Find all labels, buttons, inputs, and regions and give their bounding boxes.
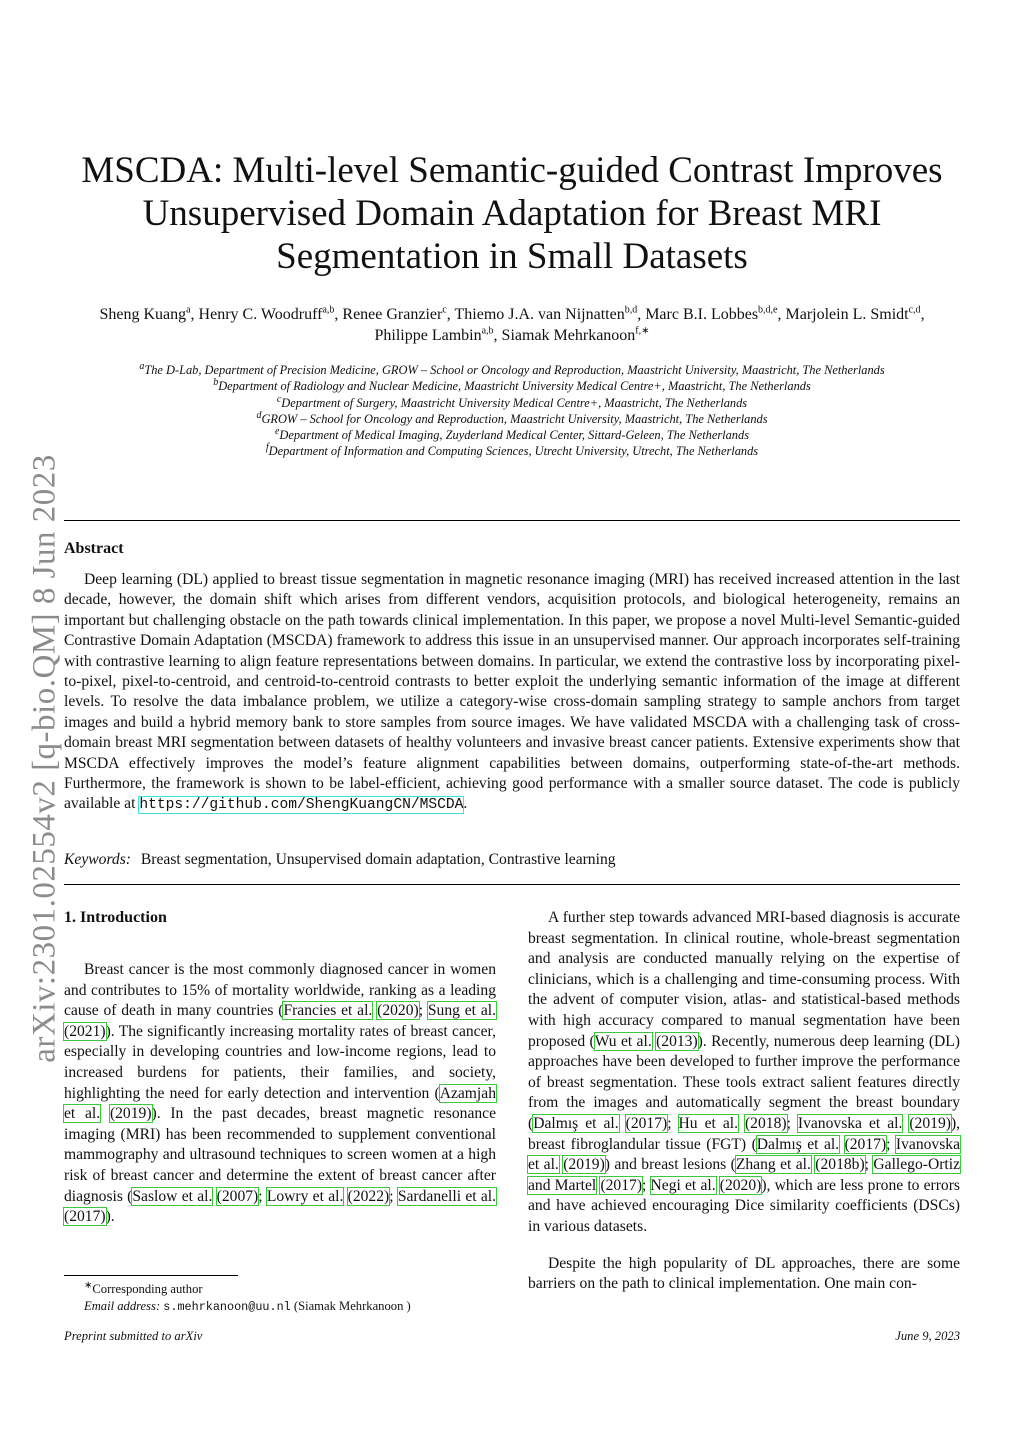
footer-venue: Preprint submitted to arXiv bbox=[64, 1329, 203, 1343]
affiliation-text: Department of Information and Computing Sciences, Utrecht University, Utrecht, The Netherlands bbox=[268, 444, 759, 459]
author-name: Sheng Kuang bbox=[99, 306, 187, 323]
citation-link[interactable]: Sardanelli et al. bbox=[397, 1187, 496, 1205]
keywords-label: Keywords: bbox=[64, 851, 131, 868]
affiliation-e bbox=[64, 427, 960, 443]
footnote bbox=[64, 1281, 564, 1316]
intro-paragraph-2 bbox=[528, 908, 960, 1238]
citation-link[interactable]: Dalmış et al. bbox=[533, 1114, 619, 1132]
footer-date: June 9, 2023 bbox=[895, 1329, 960, 1343]
citation-link[interactable]: Wu et al. bbox=[594, 1032, 652, 1050]
author-affiliation-mark: c bbox=[442, 304, 447, 316]
abstract-heading: Abstract bbox=[64, 540, 124, 557]
abstract-end: . bbox=[463, 795, 468, 813]
citation-link[interactable]: Saslow et al. bbox=[132, 1187, 213, 1205]
section-heading-introduction: 1. Introduction bbox=[64, 909, 167, 926]
author-affiliation-mark: a bbox=[186, 304, 191, 316]
body-text: ). In the past decades, breast magnetic resonance imaging (MRI) has been recommended to supplement conventional mammography and ultrasound techniques to screen women at a high risk of breast cancer and determine the extent of breast cancer after diagnosis ( bbox=[64, 1105, 497, 1205]
affiliation-a bbox=[64, 362, 960, 378]
footnote-rule bbox=[64, 1275, 238, 1276]
citation-link[interactable]: (2019) bbox=[109, 1105, 152, 1123]
body-text bbox=[343, 1188, 347, 1205]
body-text: ; bbox=[864, 1156, 874, 1174]
author-name: Marc B.I. Lobbes bbox=[645, 306, 759, 323]
citation-link[interactable]: Francies et al. bbox=[283, 1002, 373, 1020]
citation-link[interactable]: (2018) bbox=[744, 1114, 787, 1132]
citation-link[interactable]: Ivanovska et al. bbox=[797, 1114, 903, 1132]
body-text bbox=[619, 1115, 626, 1132]
body-text: Breast cancer is the most commonly diagnosed cancer in women and contributes to 15% of mortality worldwide, ranking as a leading cause of death in many countries ( bbox=[64, 961, 496, 1020]
affiliation-list bbox=[64, 362, 960, 460]
email-address[interactable]: s.mehrkanoon@uu.nl bbox=[163, 1300, 291, 1314]
body-text bbox=[839, 1136, 844, 1153]
citation-link[interactable]: Zhang et al. bbox=[735, 1156, 811, 1174]
code-repo-link[interactable]: https://github.com/ShengKuangCN/MSCDA bbox=[139, 797, 464, 814]
affiliation-text: The D-Lab, Department of Precision Medicine, GROW – School or Oncology and Reproduction, Maastricht University, Maastricht, The Netherlands bbox=[144, 363, 885, 377]
author-affiliation-mark: f,∗ bbox=[635, 325, 650, 337]
citation-link[interactable]: Negi et al. bbox=[650, 1176, 716, 1194]
email-owner: (Siamak Mehrkanoon ) bbox=[293, 1299, 411, 1313]
citation-link[interactable]: Lowry et al. bbox=[266, 1187, 344, 1205]
arxiv-id: arXiv:2301.02554v2 [q-bio.QM] 8 Jun 2023 bbox=[26, 453, 63, 1063]
abstract-top-rule bbox=[64, 520, 960, 521]
abstract-body: Deep learning (DL) applied to breast tissue segmentation in magnetic resonance imaging (MRI) has received increased attention in the last decade, however, the domain shift which arises from different vendors, acquisition protocols, and biological heterogeneity, remains an important but challenging obstacle on the path towards clinical implementation. In this paper, we propose a novel Multi-level Semantic-guided Contrastive Domain Adaptation (MSCDA) framework to address this issue in an unsupervised manner. Our approach incorporates self-training with contrastive learning to align feature representations between domains. In particular, we extend the contrastive loss by incorporating pixel-to-pixel, pixel-to-centroid, and centroid-to-centroid contrasts to better exploit the underlying semantic information of the image at different levels. To resolve the data imbalance problem, we utilize a category-wise cross-domain sampling strategy to sample anchors from target images and build a hybrid memory bank to store samples from source images. We have validated MSCDA with a challenging task of cross-domain breast MRI segmentation between datasets of healthy volunteers and invasive breast cancer patients. Extensive experiments show that MSCDA effectively improves the model’s feature alignment capabilities between domains, outperforming state-of-the-art methods. Furthermore, the framework is shown to be label-efficient, achieving good performance with a smaller source dataset. The code is publicly available at bbox=[64, 571, 960, 813]
body-text bbox=[212, 1188, 216, 1205]
citation-link[interactable]: (2020) bbox=[719, 1176, 762, 1194]
author-name: Henry C. Woodruff bbox=[198, 306, 323, 323]
affiliation-mark: c bbox=[276, 393, 282, 405]
affiliation-text: Department of Radiology and Nuclear Medicine, Maastricht University Medical Centre+, Maastricht, The Netherlands bbox=[218, 379, 811, 394]
affiliation-text: Department of Medical Imaging, Zuyderland Medical Center, Sittard-Geleen, The Netherlands bbox=[279, 428, 750, 443]
email-note bbox=[64, 1298, 564, 1316]
body-text: ; bbox=[418, 1002, 428, 1020]
author-name: Siamak Mehrkanoon bbox=[501, 327, 636, 344]
affiliation-text: GROW – School for Oncology and Reproduction, Maastricht University, Maastricht, The Netherlands bbox=[261, 411, 768, 426]
affiliation-mark: a bbox=[139, 360, 145, 372]
citation-link[interactable]: (2020) bbox=[377, 1002, 419, 1020]
citation-link[interactable]: Hu et al. bbox=[678, 1114, 738, 1132]
author-affiliation-mark: b,d,e bbox=[758, 304, 778, 316]
body-text bbox=[738, 1115, 745, 1132]
body-text bbox=[100, 1105, 110, 1122]
author-affiliation-mark: a,b bbox=[322, 304, 335, 316]
intro-paragraph-1 bbox=[64, 960, 496, 1228]
body-text: ; bbox=[667, 1114, 679, 1132]
affiliation-b bbox=[64, 378, 960, 394]
affiliation-text: Department of Surgery, Maastricht University Medical Centre+, Maastricht, The Netherlands bbox=[281, 395, 748, 410]
body-text: ; bbox=[389, 1187, 398, 1205]
citation-link[interactable]: Dalmış et al. bbox=[756, 1135, 840, 1153]
footnote-mark: ∗ bbox=[84, 1279, 93, 1291]
citation-link[interactable]: Sung et al. bbox=[427, 1002, 496, 1020]
affiliation-f bbox=[64, 443, 960, 459]
citation-link[interactable]: (2022) bbox=[347, 1187, 390, 1205]
author-affiliation-mark: c,d bbox=[908, 304, 921, 316]
intro-paragraph-3: Despite the high popularity of DL approaches, there are some barriers on the path to clinical implementation. One main con- bbox=[528, 1254, 960, 1293]
body-text: ). The significantly increasing mortality rates of breast cancer, especially in developing countries and low-income regions, lead to increased burdens for patients, their families, and society, highlighting the need for early detection and intervention ( bbox=[64, 1022, 496, 1102]
citation-link[interactable]: Azamjah et al. bbox=[64, 1084, 496, 1123]
abstract-bottom-rule bbox=[64, 884, 960, 885]
body-text: ) and breast lesions ( bbox=[604, 1156, 736, 1174]
body-text: ; bbox=[886, 1135, 896, 1153]
author-name: Renee Granzier bbox=[342, 306, 443, 323]
body-text: ). Recently, numerous deep learning (DL) approaches have been developed to further improve the performance of breast segmentation. These tools extract salient features directly from the images and automatically segment the breast boundary ( bbox=[528, 1032, 961, 1132]
author-name: Thiemo J.A. van Nijnatten bbox=[454, 306, 625, 323]
keywords-text: Breast segmentation, Unsupervised domain adaptation, Contrastive learning bbox=[140, 851, 616, 868]
citation-link[interactable]: (2021) bbox=[64, 1022, 106, 1040]
affiliation-c bbox=[64, 395, 960, 411]
email-label: Email address: bbox=[84, 1299, 161, 1313]
abstract-text bbox=[64, 570, 960, 816]
affiliation-mark: f bbox=[265, 442, 269, 454]
author-affiliation-mark: a,b bbox=[481, 325, 494, 337]
citation-link[interactable]: Gallego-Ortiz and Martel bbox=[528, 1156, 961, 1194]
paper-title: MSCDA: Multi-level Semantic-guided Contrast Improves Unsupervised Domain Adaptation for Breast MRI Segmentation in Small Datasets bbox=[81, 150, 943, 277]
citation-link[interactable]: (2013) bbox=[656, 1032, 698, 1050]
left-column bbox=[64, 908, 496, 1228]
body-text: ), which are less prone to errors and have achieved encouraging Dice similarity coefficients (DSCs) in various datasets. bbox=[528, 1176, 960, 1235]
citation-link[interactable]: (2019) bbox=[909, 1114, 951, 1132]
body-text: ; bbox=[258, 1187, 267, 1205]
affiliation-mark: b bbox=[213, 377, 219, 389]
affiliation-mark: e bbox=[274, 426, 280, 438]
body-text: A further step towards advanced MRI-based diagnosis is accurate breast segmentation. In clinical routine, whole-breast segmentation and analysis are conducted manually relying on the expertise of clinicians, which is a challenging and time-consuming process. With the advent of computer vision, atlas- and statistical-based methods with high accuracy compared to manual segmentation have been proposed ( bbox=[528, 909, 960, 1050]
body-text: ), breast fibroglandular tissue (FGT) ( bbox=[528, 1114, 961, 1153]
keywords bbox=[64, 850, 960, 870]
right-column bbox=[528, 908, 960, 1295]
citation-link[interactable]: (2007) bbox=[216, 1187, 259, 1205]
citation-link[interactable]: (2017) bbox=[64, 1208, 106, 1226]
citation-link[interactable]: (2017) bbox=[600, 1176, 643, 1194]
corresponding-label: Corresponding author bbox=[92, 1282, 203, 1296]
corresponding-author-note bbox=[64, 1281, 564, 1298]
citation-link[interactable]: (2017) bbox=[844, 1135, 887, 1153]
citation-link[interactable]: Ivanovska et al. bbox=[528, 1135, 961, 1174]
author-name: Philippe Lambin bbox=[374, 327, 482, 344]
body-text: ; bbox=[786, 1114, 798, 1132]
affiliation-mark: d bbox=[256, 409, 262, 421]
body-text: ). bbox=[105, 1208, 115, 1226]
citation-link[interactable]: (2017) bbox=[625, 1114, 668, 1132]
author-name: Marjolein L. Smidt bbox=[785, 306, 909, 323]
author-affiliation-mark: b,d bbox=[624, 304, 638, 316]
citation-link[interactable]: (2018b) bbox=[815, 1156, 865, 1174]
affiliation-d bbox=[64, 411, 960, 427]
citation-link[interactable]: (2019) bbox=[563, 1156, 605, 1174]
body-text: ; bbox=[642, 1176, 651, 1194]
author-list: Sheng Kuang$^a$, Henry C. Woodruff$^{a,b}$, Renee Granzier$^c$, Thiemo J.A. van Nijnatten$^{b,d}$, Marc B.I. Lobbes$^{b,d,e}$, Marjolein L. Smidt$^{c,d}$, Philippe Lambin$^{a,b}$, Siamak Mehrkanoon$^{f,∗}$ bbox=[99, 304, 925, 344]
